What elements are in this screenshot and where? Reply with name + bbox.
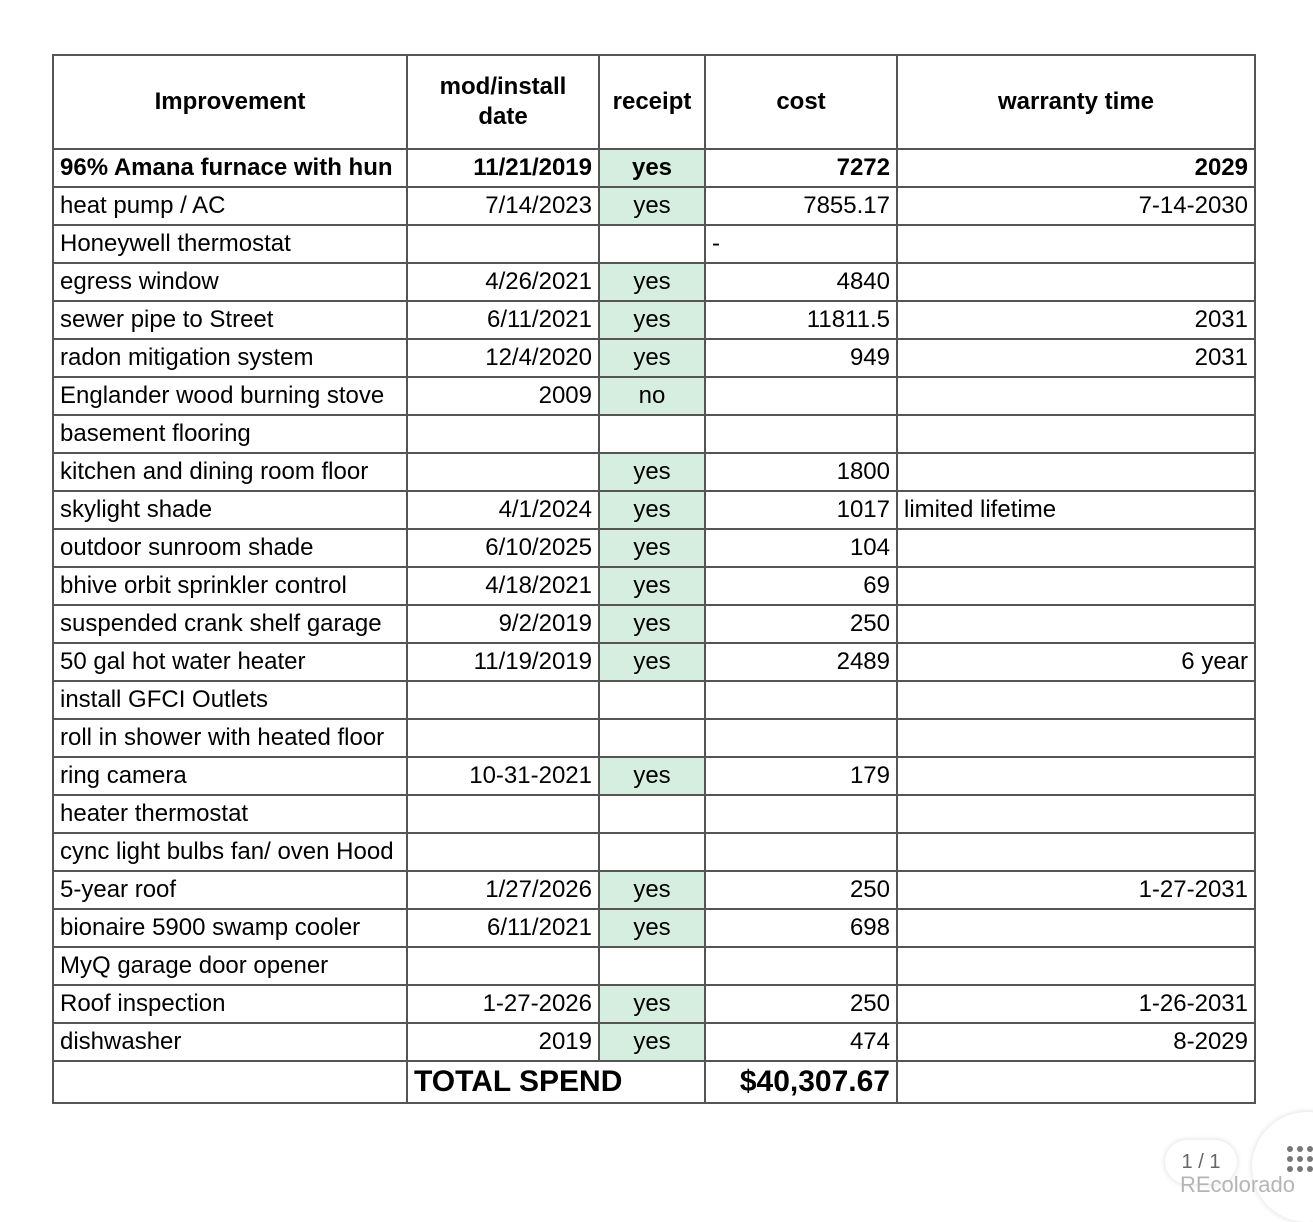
table-row (53, 757, 1255, 795)
table-row (53, 301, 1255, 339)
cell-warranty: limited lifetime (897, 491, 1255, 529)
cell-receipt: yes (599, 871, 705, 909)
cell-cost: 7855.17 (705, 187, 897, 225)
cell-improvement: sewer pipe to Street (53, 301, 407, 339)
total-label: TOTAL SPEND (407, 1061, 705, 1103)
table-row (53, 985, 1255, 1023)
cell-date: 4/1/2024 (407, 491, 599, 529)
cell-warranty (897, 453, 1255, 491)
cell-improvement: ring camera (53, 757, 407, 795)
cell-warranty: 1-27-2031 (897, 871, 1255, 909)
table-row (53, 909, 1255, 947)
table-row (53, 491, 1255, 529)
cell-warranty (897, 529, 1255, 567)
cell-warranty (897, 605, 1255, 643)
cell-cost: 2489 (705, 643, 897, 681)
watermark-text: REcolorado (1180, 1172, 1295, 1197)
table-row (53, 567, 1255, 605)
cell-cost: 7272 (705, 149, 897, 187)
cell-receipt: yes (599, 985, 705, 1023)
cell-date: 6/11/2021 (407, 909, 599, 947)
cell-date (407, 833, 599, 871)
cell-receipt: yes (599, 149, 705, 187)
cell-warranty: 6 year (897, 643, 1255, 681)
table-row (53, 149, 1255, 187)
cell-warranty (897, 263, 1255, 301)
cell-receipt: yes (599, 909, 705, 947)
cell-date (407, 225, 599, 263)
cell-receipt: yes (599, 757, 705, 795)
cell-cost (705, 833, 897, 871)
cell-improvement: skylight shade (53, 491, 407, 529)
table-row (53, 187, 1255, 225)
cell-cost: 104 (705, 529, 897, 567)
cell-improvement: 5-year roof (53, 871, 407, 909)
header-row (53, 55, 1255, 149)
cell-receipt: yes (599, 453, 705, 491)
cell-warranty (897, 947, 1255, 985)
cell-improvement: cync light bulbs fan/ oven Hood (53, 833, 407, 871)
cell-cost (705, 795, 897, 833)
header-receipt: receipt (599, 55, 705, 149)
table-row (53, 225, 1255, 263)
page-counter: 1 / 1 (1165, 1140, 1237, 1184)
cell-date: 1/27/2026 (407, 871, 599, 909)
header-date: mod/install date (407, 55, 599, 149)
cell-warranty (897, 377, 1255, 415)
cell-improvement: suspended crank shelf garage (53, 605, 407, 643)
cell-cost: 698 (705, 909, 897, 947)
cell-cost: 11811.5 (705, 301, 897, 339)
cell-cost (705, 947, 897, 985)
cell-cost: 250 (705, 985, 897, 1023)
cell-receipt: yes (599, 263, 705, 301)
cell-cost (705, 377, 897, 415)
table-row (53, 795, 1255, 833)
table-row (53, 833, 1255, 871)
table-row (53, 1023, 1255, 1061)
cell-date: 7/14/2023 (407, 187, 599, 225)
header-cost: cost (705, 55, 897, 149)
cell-date: 1-27-2026 (407, 985, 599, 1023)
cell-warranty: 1-26-2031 (897, 985, 1255, 1023)
cell-cost: 4840 (705, 263, 897, 301)
cell-warranty: 2031 (897, 339, 1255, 377)
cell-warranty: 8-2029 (897, 1023, 1255, 1061)
cell-date: 4/26/2021 (407, 263, 599, 301)
cell-improvement: install GFCI Outlets (53, 681, 407, 719)
cell-warranty (897, 681, 1255, 719)
cell-date: 6/10/2025 (407, 529, 599, 567)
cell-improvement: Honeywell thermostat (53, 225, 407, 263)
cell-cost: 474 (705, 1023, 897, 1061)
table-row (53, 453, 1255, 491)
cell-date: 4/18/2021 (407, 567, 599, 605)
cell-receipt (599, 225, 705, 263)
cell-receipt (599, 833, 705, 871)
total-row (53, 1061, 1255, 1103)
cell-improvement: heater thermostat (53, 795, 407, 833)
cell-improvement: outdoor sunroom shade (53, 529, 407, 567)
cell-warranty (897, 795, 1255, 833)
cell-receipt: yes (599, 567, 705, 605)
cell-cost: 69 (705, 567, 897, 605)
cell-date (407, 415, 599, 453)
total-amount: $40,307.67 (705, 1061, 897, 1103)
cell-improvement: basement flooring (53, 415, 407, 453)
cell-cost (705, 719, 897, 757)
table-row (53, 871, 1255, 909)
cell-warranty: 2029 (897, 149, 1255, 187)
cell-date: 11/19/2019 (407, 643, 599, 681)
cell-receipt: yes (599, 1023, 705, 1061)
cell-receipt: yes (599, 491, 705, 529)
cell-date (407, 947, 599, 985)
cell-date: 2019 (407, 1023, 599, 1061)
cell-receipt (599, 719, 705, 757)
cell-date: 12/4/2020 (407, 339, 599, 377)
cell-warranty (897, 757, 1255, 795)
cell-receipt: yes (599, 643, 705, 681)
cell-warranty: 2031 (897, 301, 1255, 339)
table-row (53, 643, 1255, 681)
cell-receipt: no (599, 377, 705, 415)
cell-improvement: radon mitigation system (53, 339, 407, 377)
cell-date (407, 719, 599, 757)
cell-cost: 1017 (705, 491, 897, 529)
cell-date (407, 795, 599, 833)
cell-improvement: Roof inspection (53, 985, 407, 1023)
cell-cost: 179 (705, 757, 897, 795)
cell-date: 11/21/2019 (407, 149, 599, 187)
cell-improvement: kitchen and dining room floor (53, 453, 407, 491)
cell-improvement: roll in shower with heated floor (53, 719, 407, 757)
cell-cost: 1800 (705, 453, 897, 491)
cell-improvement: bionaire 5900 swamp cooler (53, 909, 407, 947)
table-row (53, 719, 1255, 757)
cell-date: 10-31-2021 (407, 757, 599, 795)
cell-improvement: heat pump / AC (53, 187, 407, 225)
cell-improvement: egress window (53, 263, 407, 301)
cell-improvement: 50 gal hot water heater (53, 643, 407, 681)
cell-receipt (599, 681, 705, 719)
cell-cost: 250 (705, 605, 897, 643)
cell-date (407, 453, 599, 491)
cell-warranty (897, 719, 1255, 757)
cell-cost (705, 681, 897, 719)
cell-warranty (897, 833, 1255, 871)
header-warranty: warranty time (897, 55, 1255, 149)
cell-receipt: yes (599, 605, 705, 643)
cell-cost: 250 (705, 871, 897, 909)
cell-receipt (599, 795, 705, 833)
cell-receipt (599, 947, 705, 985)
cell-cost: - (705, 225, 897, 263)
cell-warranty (897, 415, 1255, 453)
cell-receipt: yes (599, 529, 705, 567)
cell-receipt: yes (599, 339, 705, 377)
cell-receipt: yes (599, 187, 705, 225)
cell-receipt (599, 415, 705, 453)
cell-improvement: Englander wood burning stove (53, 377, 407, 415)
table-row (53, 529, 1255, 567)
cell-improvement: 96% Amana furnace with hun (53, 149, 407, 187)
cell-date: 6/11/2021 (407, 301, 599, 339)
cell-cost (705, 415, 897, 453)
cell-improvement: bhive orbit sprinkler control (53, 567, 407, 605)
cell-date: 2009 (407, 377, 599, 415)
table-row (53, 339, 1255, 377)
cell-date (407, 681, 599, 719)
table-row (53, 605, 1255, 643)
cell-cost: 949 (705, 339, 897, 377)
cell-warranty (897, 567, 1255, 605)
table-row (53, 947, 1255, 985)
cell-improvement: MyQ garage door opener (53, 947, 407, 985)
cell-improvement: dishwasher (53, 1023, 407, 1061)
cell-warranty (897, 909, 1255, 947)
improvements-table (52, 54, 1256, 1104)
table-row (53, 377, 1255, 415)
table-row (53, 263, 1255, 301)
table-row (53, 681, 1255, 719)
cell-receipt: yes (599, 301, 705, 339)
header-improvement: Improvement (53, 55, 407, 149)
cell-date: 9/2/2019 (407, 605, 599, 643)
cell-warranty: 7-14-2030 (897, 187, 1255, 225)
table-row (53, 415, 1255, 453)
cell-warranty (897, 225, 1255, 263)
